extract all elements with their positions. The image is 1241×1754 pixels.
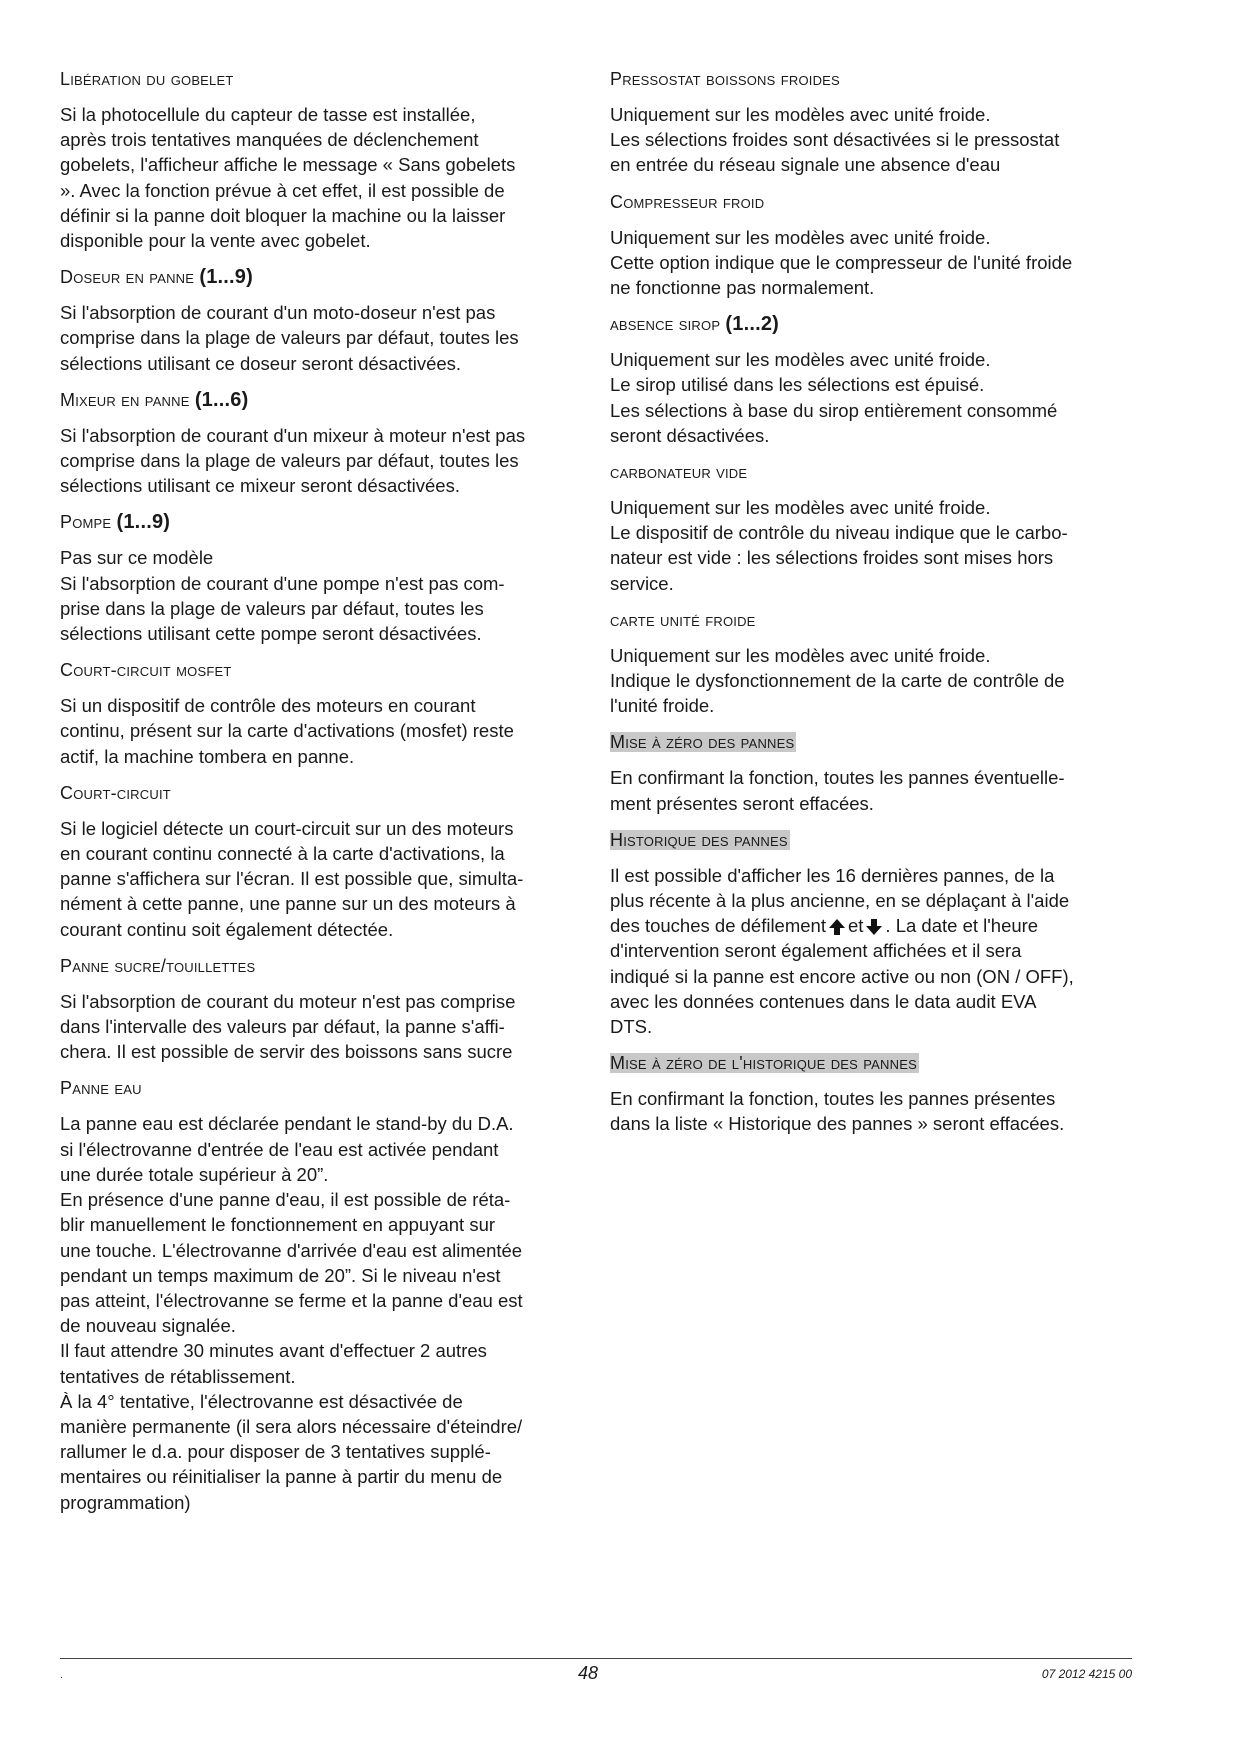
section-body: [60, 816, 580, 942]
section-body: [610, 347, 1130, 448]
text-line: continu, présent sur la carte d'activations (mosfet) reste: [60, 720, 514, 742]
arrow-down-icon: [865, 918, 883, 936]
section: [610, 313, 1130, 448]
heading-text: Mise à zéro des pannes: [610, 732, 795, 753]
section-heading: [60, 68, 580, 90]
text-line: pendant un temps maximum de 20”. Si le niveau n'est: [60, 1264, 501, 1286]
text-line: Uniquement sur les modèles avec unité froide.: [610, 497, 991, 519]
section-heading: [610, 191, 1130, 213]
footer-rule: [60, 1658, 1132, 1659]
section-heading: [60, 782, 580, 804]
text-line: en courant continu connecté à la carte d'activations, la: [60, 843, 505, 865]
text-line: Les sélections froides sont désactivées si le pressostat: [610, 129, 1060, 151]
section: [60, 68, 580, 253]
section-body: [60, 545, 580, 646]
text-line: comprise dans la plage de valeurs par défaut, toutes les: [60, 327, 519, 349]
section: [610, 1052, 1130, 1136]
footer-dot: .: [60, 1670, 63, 1681]
heading-text: absence sirop: [610, 314, 721, 335]
section-body: [60, 102, 580, 253]
section-heading: [60, 389, 580, 411]
heading-text: Mise à zéro de l'historique des pannes: [610, 1053, 917, 1074]
heading-text: Court-circuit: [60, 782, 171, 803]
text-line: disponible pour la vente avec gobelet.: [60, 230, 371, 252]
section-heading: [610, 609, 1130, 631]
text-line: Il est possible d'afficher les 16 dernières pannes, de la: [610, 864, 1055, 886]
text-line: Si l'absorption de courant d'une pompe n'est pas com-: [60, 572, 505, 594]
text-line: Le sirop utilisé dans les sélections est épuisé.: [610, 374, 985, 396]
section: [60, 1077, 580, 1514]
text-line: manière permanente (il sera alors nécessaire d'éteindre/: [60, 1415, 523, 1437]
section: [610, 461, 1130, 596]
text-line: plus récente à la plus ancienne, en se déplaçant à l'aide: [610, 890, 1070, 912]
text-line: tentatives de rétablissement.: [60, 1365, 296, 1387]
text-line: Cette option indique que le compresseur de l'unité froide: [610, 251, 1073, 273]
section: [60, 389, 580, 499]
text-line: À la 4° tentative, l'électrovanne est désactivée de: [60, 1390, 463, 1412]
section-body: [610, 643, 1130, 719]
text-line: Uniquement sur les modèles avec unité froide.: [610, 104, 991, 125]
section: [610, 829, 1130, 1039]
section-body: [60, 300, 580, 376]
text-fragment: et: [847, 915, 864, 937]
section: [60, 955, 580, 1065]
section-heading: [610, 731, 1130, 753]
text-line: Si l'absorption de courant d'un mixeur à moteur n'est pas: [60, 424, 526, 446]
text-line: En présence d'une panne d'eau, il est possible de réta-: [60, 1189, 511, 1211]
heading-text: Panne eau: [60, 1078, 142, 1099]
text-line: Si le logiciel détecte un court-circuit sur un des moteurs: [60, 817, 514, 839]
text-line: Pas sur ce modèle: [60, 547, 214, 569]
text-line: Si l'absorption de courant du moteur n'est pas comprise: [60, 990, 516, 1012]
section-heading: [610, 68, 1130, 90]
section-body: [60, 423, 580, 499]
section-heading: [610, 1052, 1130, 1074]
section-heading: [60, 511, 580, 533]
heading-text: Historique des pannes: [610, 829, 788, 850]
text-line: Indique le dysfonctionnement de la carte de contrôle de: [610, 670, 1065, 692]
right-column: [610, 68, 1130, 1150]
section: [60, 511, 580, 646]
text-line: Le dispositif de contrôle du niveau indique que le carbo-: [610, 522, 1068, 544]
section: [60, 266, 580, 376]
text-line: prise dans la plage de valeurs par défaut, toutes les: [60, 597, 484, 619]
text-line: pas atteint, l'électrovanne se ferme et la panne d'eau est: [60, 1289, 523, 1311]
section-body: [610, 1086, 1130, 1136]
heading-range: (1...2): [725, 313, 780, 336]
section: [60, 782, 580, 942]
text-line: en entrée du réseau signale une absence d'eau: [610, 154, 1001, 176]
text-line: Les sélections à base du sirop entièrement consommé: [610, 399, 1058, 421]
text-line: comprise dans la plage de valeurs par défaut, toutes les: [60, 450, 519, 472]
text-line: seront désactivées.: [610, 424, 770, 446]
section-heading: [610, 829, 1130, 851]
text-line: En confirmant la fonction, toutes les pannes présentes: [610, 1088, 1056, 1110]
text-line: nateur est vide : les sélections froides sont mises hors: [610, 547, 1054, 569]
text-line: mentaires ou réinitialiser la panne à partir du menu de: [60, 1466, 503, 1488]
heading-text: Pressostat boissons froides: [610, 69, 840, 89]
text-line: ne fonctionne pas normalement.: [610, 277, 875, 299]
section-body: [610, 225, 1130, 301]
page-number: 48: [578, 1663, 599, 1683]
text-line: chera. Il est possible de servir des boissons sans sucre: [60, 1041, 513, 1063]
text-line: sélections utilisant ce mixeur seront désactivées.: [60, 475, 460, 497]
section-heading: [610, 461, 1130, 483]
text-line-with-arrows: [610, 913, 1130, 938]
heading-range: (1...9): [199, 266, 253, 289]
text-line: service.: [610, 572, 674, 594]
text-line: sélections utilisant ce doseur seront désactivées.: [60, 352, 462, 374]
text-line: Il faut attendre 30 minutes avant d'effectuer 2 autres: [60, 1340, 487, 1362]
text-line: l'unité froide.: [610, 695, 715, 717]
heading-text: Libération du gobelet: [60, 69, 234, 89]
text-line: La panne eau est déclarée pendant le stand-by du D.A.: [60, 1113, 514, 1135]
heading-text: Compresseur froid: [610, 191, 765, 212]
text-line: Si l'absorption de courant d'un moto-doseur n'est pas: [60, 302, 496, 324]
text-line: rallumer le d.a. pour disposer de 3 tentatives supplé-: [60, 1441, 491, 1463]
section-body: [610, 495, 1130, 596]
section-body: [610, 863, 1130, 1039]
text-line: courant continu soit également détectée.: [60, 918, 394, 940]
heading-text: Pompe: [60, 512, 112, 533]
text-line: programmation): [60, 1491, 191, 1513]
text-line: DTS.: [610, 1016, 653, 1038]
section-body: [60, 693, 580, 769]
text-line: après trois tentatives manquées de déclenchement: [60, 129, 479, 151]
text-line: panne s'affichera sur l'écran. Il est possible que, simulta-: [60, 868, 524, 890]
text-line: une touche. L'électrovanne d'arrivée d'eau est alimentée: [60, 1239, 523, 1261]
section: [610, 609, 1130, 719]
text-line: En confirmant la fonction, toutes les pannes éventuelle-: [610, 767, 1065, 789]
heading-text: Court-circuit mosfet: [60, 660, 232, 681]
text-line: ment présentes seront effacées.: [610, 792, 874, 814]
text-line: de nouveau signalée.: [60, 1315, 236, 1337]
text-line: une durée totale supérieur à 20”.: [60, 1163, 329, 1185]
text-line: indiqué si la panne est encore active ou non (ON / OFF),: [610, 965, 1074, 987]
text-line: si l'électrovanne d'entrée de l'eau est activée pendant: [60, 1138, 499, 1160]
section: [60, 659, 580, 769]
section-heading: [60, 1077, 580, 1099]
text-line: ». Avec la fonction prévue à cet effet, il est possible de: [60, 179, 505, 201]
text-line: définir si la panne doit bloquer la machine ou la laisser: [60, 204, 506, 226]
left-column: [60, 68, 580, 1528]
text-line: sélections utilisant cette pompe seront désactivées.: [60, 623, 482, 645]
section: [610, 68, 1130, 178]
section-heading: [60, 955, 580, 977]
text-line: blir manuellement le fonctionnement en appuyant sur: [60, 1214, 496, 1236]
section-body: [610, 102, 1130, 178]
text-line: Uniquement sur les modèles avec unité froide.: [610, 226, 991, 248]
text-line: d'intervention seront également affichées et il sera: [610, 940, 1022, 962]
text-line: actif, la machine tombera en panne.: [60, 745, 355, 767]
section-heading: [60, 659, 580, 681]
section: [610, 191, 1130, 301]
text-line: avec les données contenues dans le data audit EVA: [610, 990, 1037, 1012]
heading-text: Doseur en panne: [60, 267, 195, 288]
heading-text: Panne sucre/touillettes: [60, 955, 256, 976]
text-line: Uniquement sur les modèles avec unité froide.: [610, 644, 991, 666]
arrow-up-icon: [828, 918, 846, 936]
section-body: [60, 989, 580, 1065]
text-line: Uniquement sur les modèles avec unité froide.: [610, 349, 991, 371]
text-line: Si la photocellule du capteur de tasse est installée,: [60, 104, 476, 125]
text-fragment: . La date et l'heure: [885, 915, 1039, 937]
text-line: gobelets, l'afficheur affiche le message « Sans gobelets: [60, 154, 516, 176]
heading-text: carbonateur vide: [610, 462, 748, 483]
document-code: 07 2012 4215 00: [1041, 1667, 1132, 1681]
section-body: [60, 1111, 580, 1514]
section: [610, 731, 1130, 815]
text-fragment: des touches de défilement: [610, 915, 826, 937]
text-line: dans l'intervalle des valeurs par défaut, la panne s'affi-: [60, 1016, 505, 1038]
section-heading: [610, 313, 1130, 335]
heading-range: (1...6): [194, 388, 249, 411]
text-line: Si un dispositif de contrôle des moteurs en courant: [60, 695, 476, 717]
text-line: dans la liste « Historique des pannes » seront effacées.: [610, 1113, 1065, 1135]
heading-text: carte unité froide: [610, 609, 756, 630]
section-heading: [60, 266, 580, 288]
heading-text: Mixeur en panne: [60, 389, 190, 410]
text-line: nément à cette panne, une panne sur un des moteurs à: [60, 893, 516, 915]
section-body: [610, 765, 1130, 815]
heading-range: (1...9): [116, 511, 171, 534]
